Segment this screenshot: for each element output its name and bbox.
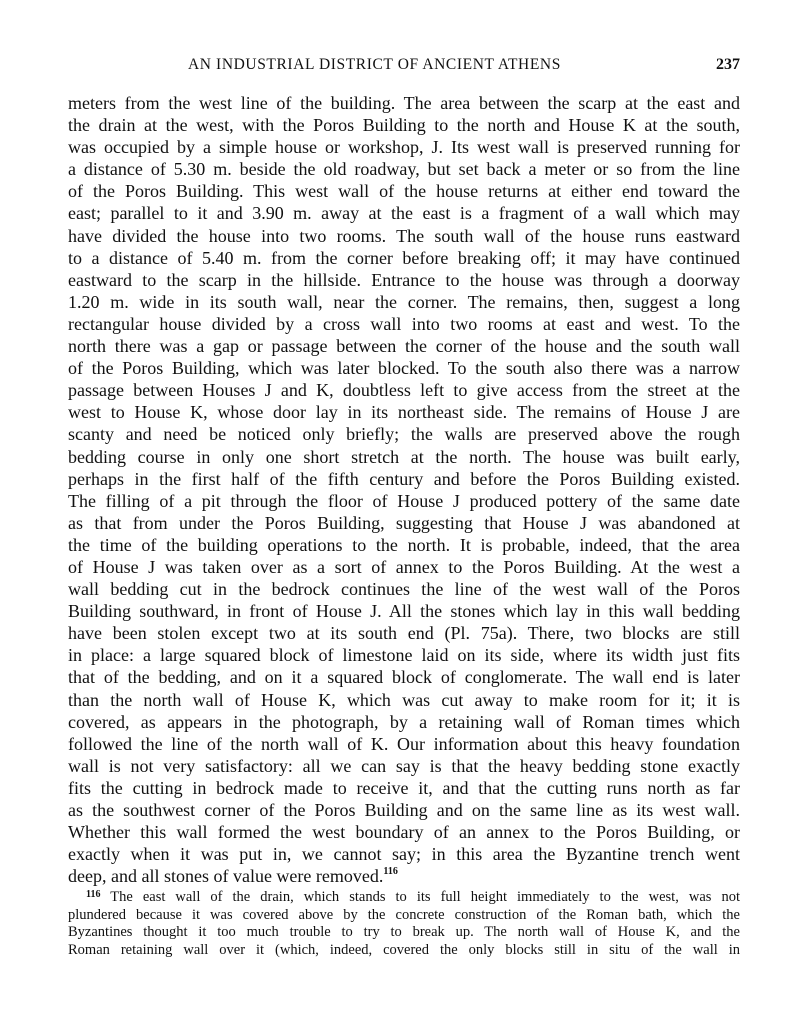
text-line: have divided the house into two rooms. The south wall of the house runs eastward (68, 225, 740, 246)
text-line: as that from under the Poros Building, suggesting that House J was abandoned at (68, 512, 740, 533)
footnote-reference[interactable]: 116 (383, 866, 398, 878)
footnote (68, 889, 740, 959)
text-line: a distance of 5.30 m. beside the old roadway, but set back a meter or so from the line (68, 159, 740, 180)
text-line: rectangular house divided by a cross wall into two rooms at east and west. To the (68, 313, 740, 334)
text-line: have been stolen except two at its south end (Pl. 75a). There, two blocks are still (68, 623, 740, 644)
text-line: covered, as appears in the photograph, by a retaining wall of Roman times which (68, 711, 740, 732)
text-line: scanty and need be noticed only briefly; the walls are preserved above the rough (68, 424, 740, 445)
text-line: perhaps in the first half of the fifth century and before the Poros Building existed. (68, 468, 740, 489)
text-line: as the southwest corner of the Poros Building and on the same line as its west wall. (68, 800, 740, 820)
page-number: 237 (716, 56, 740, 73)
text-line: was occupied by a simple house or workshop, J. Its west wall is preserved running for (68, 137, 740, 158)
running-head (68, 56, 740, 80)
text-line: The filling of a pit through the floor of House J produced pottery of the same date (68, 490, 740, 511)
text-line: wall bedding cut in the bedrock continues the line of the west wall of the Poros (68, 579, 740, 600)
text-line: east; parallel to it and 3.90 m. away at the east is a fragment of a wall which may (68, 203, 740, 224)
footnote-line (68, 889, 740, 907)
body-text (68, 92, 740, 887)
text-line: exactly when it was put in, we cannot say; in this area the Byzantine trench went (68, 844, 740, 865)
footnote-line: plundered because it was covered above by the concrete construction of the Roman bath, which the (68, 906, 740, 923)
text-line: that of the bedding, and on it a squared block of conglomerate. The wall end is later (68, 667, 740, 688)
text-line: than the north wall of House K, which was cut away to make room for it; it is (68, 689, 740, 710)
text-line: of the Poros Building, which was later blocked. To the south also there was a narrow (68, 358, 740, 379)
footnote-text: The east wall of the drain, which stands to its full height immediately to the west, was not (110, 889, 740, 905)
text-line: passage between Houses J and K, doubtless left to give access from the street at the (68, 380, 740, 401)
text-line: Building southward, in front of House J. All the stones which lay in this wall bedding (68, 601, 740, 622)
text-line: followed the line of the north wall of K. Our information about this heavy foundation (68, 733, 740, 754)
text-line: to a distance of 5.40 m. from the corner before breaking off; it may have continued (68, 247, 740, 268)
text-line: 1.20 m. wide in its south wall, near the corner. The remains, then, suggest a long (68, 291, 740, 312)
text-line: wall is not very satisfactory: all we can say is that the heavy bedding stone exactly (68, 755, 740, 776)
text-line: north there was a gap or passage between the corner of the house and the south wall (68, 336, 740, 357)
text-line: meters from the west line of the building. The area between the scarp at the east and (68, 93, 740, 113)
footnote-line: Byzantines thought it too much trouble to try to break up. The north wall of House K, and the (68, 924, 740, 940)
text-line-last (68, 865, 740, 887)
running-title: AN INDUSTRIAL DISTRICT OF ANCIENT ATHENS (188, 56, 561, 73)
text-line: bedding course in only one short stretch at the north. The house was built early, (68, 446, 740, 467)
text-line: of the Poros Building. This west wall of the house returns at either end toward the (68, 181, 740, 202)
text-line: fits the cutting in bedrock made to receive it, and that the cutting runs north as far (68, 777, 740, 798)
text-line: in place: a large squared block of limestone laid on its side, where its width just fits (68, 645, 740, 666)
text-line: west to House K, whose door lay in its northeast side. The remains of House J are (68, 402, 740, 423)
text-line: the drain at the west, with the Poros Building to the north and House K at the south, (68, 115, 740, 136)
text-line: of House J was taken over as a sort of annex to the Poros Building. At the west a (68, 556, 740, 577)
footnote-line: Roman retaining wall over it (which, indeed, covered the only blocks still in situ of the wall in (68, 941, 740, 958)
footnote-number: 116 (86, 889, 101, 900)
last-line-text: deep, and all stones of value were removed. (68, 866, 384, 887)
text-line: Whether this wall formed the west boundary of an annex to the Poros Building, or (68, 822, 740, 843)
text-line: eastward to the scarp in the hillside. Entrance to the house was through a doorway (68, 269, 740, 290)
text-line: the time of the building operations to the north. It is probable, indeed, that the area (68, 534, 740, 555)
